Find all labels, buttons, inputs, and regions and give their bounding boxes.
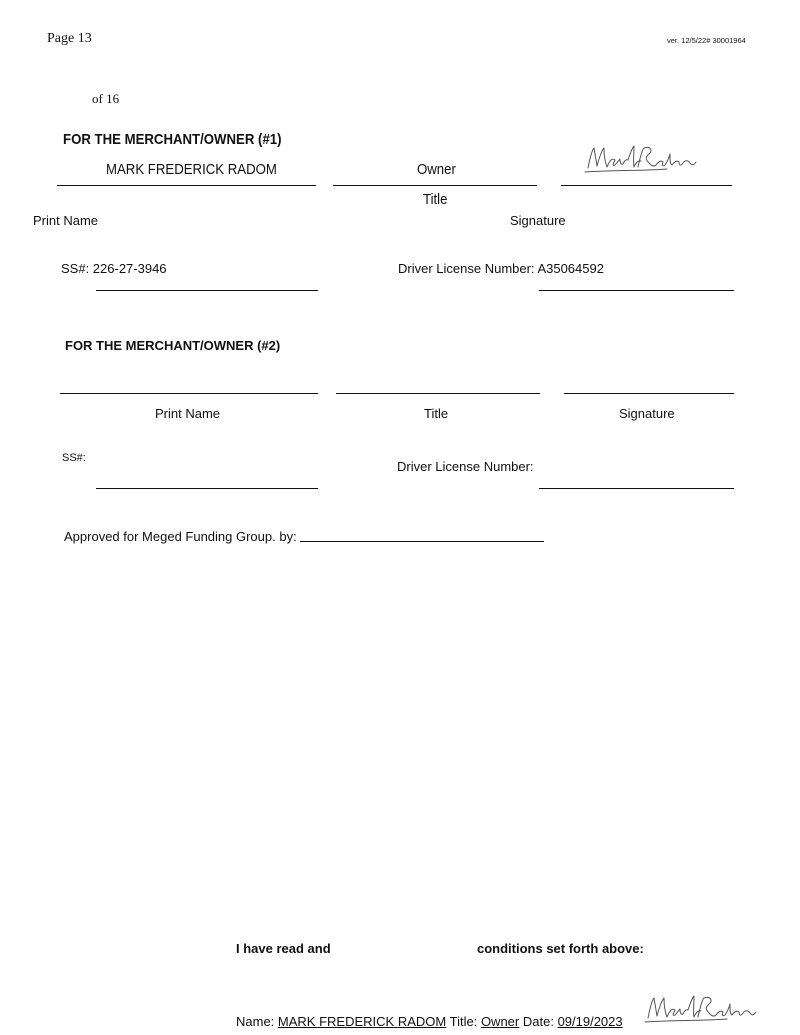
owner1-signature-line [561, 185, 732, 186]
owner1-ss-line [96, 290, 318, 291]
acknowledgement-right: conditions set forth above: [477, 941, 644, 956]
owner1-heading: FOR THE MERCHANT/OWNER (#1) [63, 131, 282, 148]
page-total: of 16 [92, 91, 120, 106]
owner2-ss-label: SS#: [62, 452, 86, 464]
footer-date-label: Date: [522, 1014, 554, 1029]
owner1-print-name-line [57, 185, 316, 186]
owner1-signature-label: Signature [510, 213, 566, 228]
footer-name-label: Name: [236, 1014, 275, 1029]
owner1-signature-text [590, 150, 596, 151]
owner2-print-name-line [60, 393, 318, 394]
owner1-print-name-value: MARK FREDERICK RADOM [106, 161, 277, 178]
owner1-signature-image [582, 140, 702, 176]
footer-signature-image [642, 990, 762, 1026]
owner1-title-value: Owner [417, 161, 456, 178]
owner1-ss-number: SS#: 226-27-3946 [61, 261, 167, 276]
owner2-driver-license-label: Driver License Number: [397, 459, 534, 474]
owner1-print-name-label: Print Name [33, 213, 99, 228]
owner1-title-label: Title [423, 191, 448, 208]
owner2-print-name-label: Print Name [155, 406, 221, 421]
owner2-heading: FOR THE MERCHANT/OWNER (#2) [65, 338, 281, 353]
footer-signoff-line [236, 1014, 623, 1029]
approval-label: Approved for Meged Funding Group. by: [64, 529, 297, 544]
owner1-driver-license: Driver License Number: A35064592 [398, 261, 604, 276]
owner2-ss-line [96, 488, 318, 489]
footer-signature-text [650, 1000, 656, 1001]
footer-name-value: MARK FREDERICK RADOM [277, 1014, 447, 1029]
page-number: Page 13 [47, 31, 92, 46]
version-label: ver. 12/5/22# 30001964 [667, 36, 746, 45]
footer-title-label: Title: [449, 1014, 478, 1029]
acknowledgement-left: I have read and [236, 941, 331, 956]
approval-signature-line [300, 541, 544, 542]
owner2-license-line [539, 488, 734, 489]
owner1-license-line [539, 290, 734, 291]
owner2-signature-line [564, 393, 734, 394]
owner2-signature-label: Signature [619, 406, 675, 421]
owner2-title-line [336, 393, 540, 394]
footer-title-value: Owner [480, 1014, 520, 1029]
owner1-title-line [333, 185, 537, 186]
owner2-title-label: Title [424, 406, 449, 421]
footer-date-value: 09/19/2023 [557, 1014, 623, 1029]
